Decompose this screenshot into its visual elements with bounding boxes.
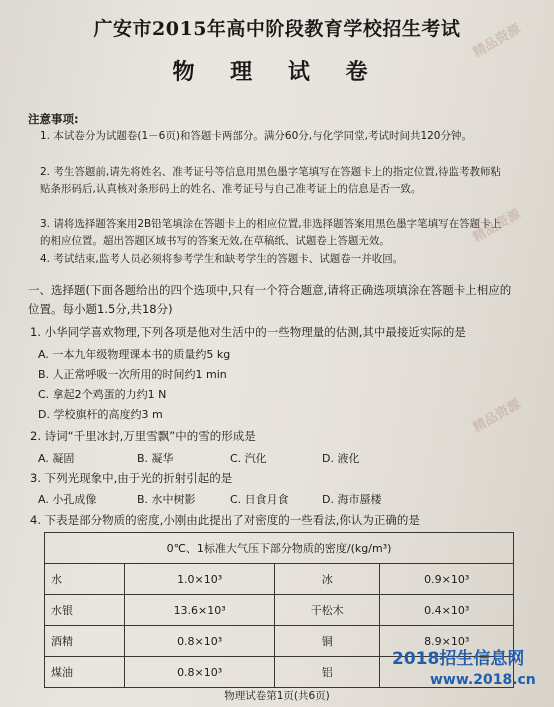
watermark-site-url: www.2018.cn (430, 672, 536, 688)
question-1-option-d: D. 学校旗杆的高度约3 m (38, 408, 163, 421)
question-1-option-c: C. 拿起2个鸡蛋的力约1 N (38, 388, 167, 401)
table-cell: 0.8×10³ (125, 626, 275, 657)
question-3-option-d: D. 海市蜃楼 (322, 493, 382, 506)
table-cell: 铜 (274, 626, 380, 657)
page-footer: 物理试卷第1页(共6页) (224, 690, 330, 702)
watermark-stamp: 精品资源 (470, 21, 524, 61)
note-item-1: 1. 本试卷分为试题卷(1－6页)和答题卡两部分。满分60分,与化学同堂,考试时间共120分钟。 (40, 130, 472, 142)
table-row (45, 564, 514, 595)
note-item-4: 4. 考试结束,监考人员必须将参考学生和缺考学生的答题卡、试题卷一并收回。 (40, 253, 404, 265)
question-1-option-a: A. 一本九年级物理课本书的质量约5 kg (38, 348, 231, 361)
table-cell: 水银 (45, 595, 125, 626)
table-cell: 酒精 (45, 626, 125, 657)
table-cell: 0.9×10³ (380, 564, 514, 595)
density-table-caption: 0℃、1标准大气压下部分物质的密度/(kg/m³) (45, 533, 514, 564)
question-2-stem: 2. 诗词“千里冰封,万里雪飘”中的雪的形成是 (30, 429, 256, 443)
question-3-option-c: C. 日食月食 (230, 493, 289, 506)
table-cell: 冰 (274, 564, 380, 595)
table-cell: 13.6×10³ (125, 595, 275, 626)
table-row (45, 595, 514, 626)
section-heading: 一、选择题(下面各题给出的四个选项中,只有一个符合题意,请将正确选项填涂在答题卡上相应的位置。每小题1.5分,共18分) (28, 283, 512, 316)
table-cell: 1.0×10³ (125, 564, 275, 595)
watermark-stamp: 精品资源 (470, 396, 524, 436)
question-2-option-a: A. 凝固 (38, 452, 75, 465)
question-1-stem: 1. 小华同学喜欢物理,下列各项是他对生活中的一些物理量的估测,其中最接近实际的是 (30, 325, 466, 339)
question-4-stem: 4. 下表是部分物质的密度,小刚由此提出了对密度的一些看法,你认为正确的是 (30, 513, 420, 527)
notes-title: 注意事项: (28, 112, 79, 126)
note-item-2: 2. 考生答题前,请先将姓名、准考证号等信息用黑色墨字笔填写在答题卡上的指定位置,待监考教师粘贴条形码后,认真核对条形码上的姓名、准考证号与自己准考证上的信息是否一致。 (40, 166, 502, 195)
question-2-option-b: B. 凝华 (137, 452, 174, 465)
watermark-site-name: 2018招生信息网 (392, 649, 525, 669)
exam-title: 广安市2015年高中阶段教育学校招生考试 (93, 18, 461, 40)
table-cell: 干松木 (274, 595, 380, 626)
table-cell: 0.4×10³ (380, 595, 514, 626)
watermark-stamp: 精品资源 (470, 206, 524, 246)
paper-title: 物 理 试 卷 (172, 59, 382, 85)
question-3-stem: 3. 下列光现象中,由于光的折射引起的是 (30, 471, 233, 485)
question-3-option-a: A. 小孔成像 (38, 493, 97, 506)
table-cell: 8.9×10³ (380, 626, 514, 657)
question-2-option-c: C. 汽化 (230, 452, 267, 465)
question-3-option-b: B. 水中树影 (137, 493, 196, 506)
table-cell: 煤油 (45, 657, 125, 688)
table-cell: 水 (45, 564, 125, 595)
table-cell: 0.8×10³ (125, 657, 275, 688)
question-2-option-d: D. 液化 (322, 452, 360, 465)
question-1-option-b: B. 人正常呼吸一次所用的时间约1 min (38, 368, 227, 381)
note-item-3: 3. 请将选择题答案用2B铅笔填涂在答题卡上的相应位置,非选择题答案用黑色墨字笔填写在答题卡上的相应位置。超出答题区域书写的答案无效,在草稿纸、试题卷上答题无效。 (40, 218, 502, 247)
table-cell: 铝 (274, 657, 380, 688)
